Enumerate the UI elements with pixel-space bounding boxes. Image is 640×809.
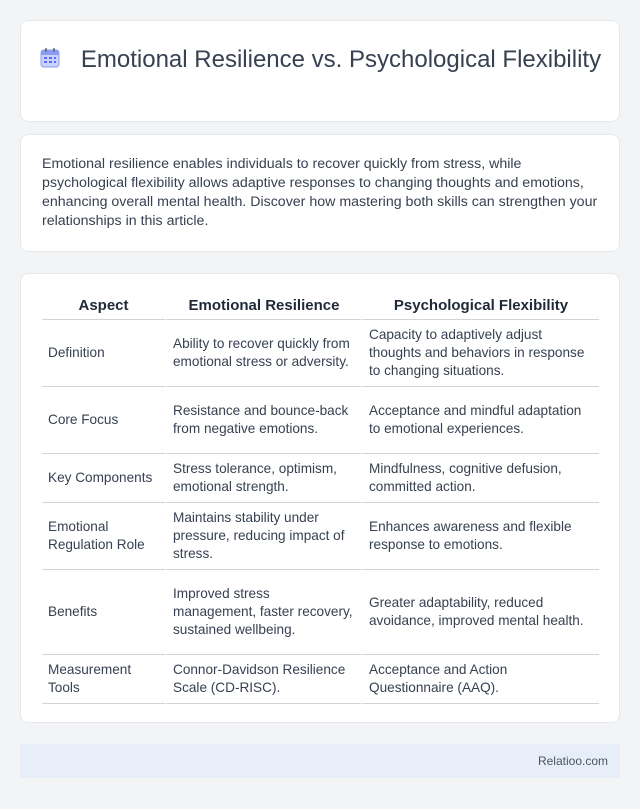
footer — [20, 744, 620, 778]
row-flexibility: Enhances awareness and flexible response to emotions. — [361, 503, 599, 570]
intro-paragraph: Emotional resilience enables individuals to recover quickly from stress, while psychological flexibility allows adaptive responses to changing thoughts and emotions, enhancing overall mental health. Discover how mastering both skills can strengthen your relationships in this article. — [42, 156, 598, 229]
header-psychological-flexibility: Psychological Flexibility — [361, 296, 599, 320]
table-header-row — [42, 296, 599, 320]
table-row — [42, 454, 599, 503]
row-resilience: Improved stress management, faster recovery, sustained wellbeing. — [165, 570, 361, 655]
table-row — [42, 503, 599, 570]
table-row — [42, 570, 599, 655]
row-flexibility: Acceptance and mindful adaptation to emotional experiences. — [361, 387, 599, 454]
row-resilience: Resistance and bounce-back from negative emotions. — [165, 387, 361, 454]
row-flexibility: Mindfulness, cognitive defusion, committed action. — [361, 454, 599, 503]
table-row — [42, 320, 599, 387]
row-aspect: Definition — [42, 320, 165, 387]
row-resilience: Maintains stability under pressure, reducing impact of stress. — [165, 503, 361, 570]
page-title: Emotional Resilience vs. Psychological Flexibility — [80, 46, 602, 73]
intro-card — [20, 134, 620, 252]
table-row — [42, 655, 599, 704]
row-aspect: Key Components — [42, 454, 165, 503]
calendar-icon — [39, 47, 61, 69]
table-row — [42, 387, 599, 454]
comparison-card — [20, 273, 620, 723]
row-aspect: Measurement Tools — [42, 655, 165, 704]
title-card — [20, 20, 620, 122]
row-aspect: Core Focus — [42, 387, 165, 454]
page-title-row — [21, 45, 619, 75]
row-flexibility: Acceptance and Action Questionnaire (AAQ). — [361, 655, 599, 704]
row-aspect: Benefits — [42, 570, 165, 655]
row-resilience: Ability to recover quickly from emotional stress or adversity. — [165, 320, 361, 387]
footer-site-link[interactable]: Relatioo.com — [537, 754, 608, 768]
row-flexibility: Capacity to adaptively adjust thoughts and behaviors in response to changing situations. — [361, 320, 599, 387]
row-flexibility: Greater adaptability, reduced avoidance, improved mental health. — [361, 570, 599, 655]
header-aspect: Aspect — [42, 296, 165, 320]
row-aspect: Emotional Regulation Role — [42, 503, 165, 570]
row-resilience: Stress tolerance, optimism, emotional strength. — [165, 454, 361, 503]
row-resilience: Connor-Davidson Resilience Scale (CD-RISC). — [165, 655, 361, 704]
comparison-table — [42, 296, 599, 704]
header-emotional-resilience: Emotional Resilience — [165, 296, 361, 320]
